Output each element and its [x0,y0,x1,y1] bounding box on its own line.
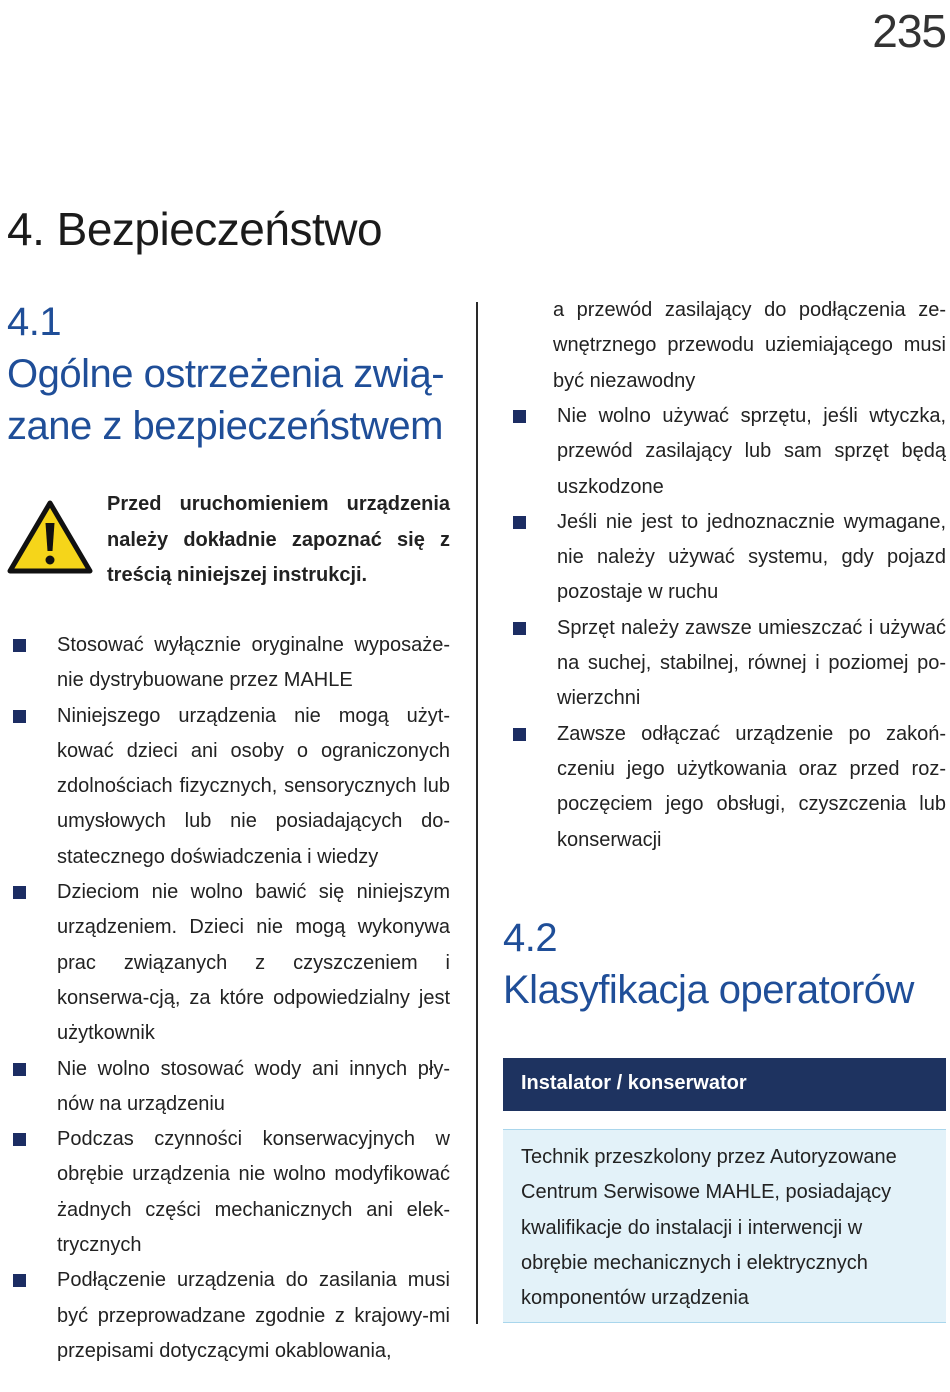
section-title-line-2: zane z bezpieczeństwem [7,404,443,448]
bullet-square-icon [13,710,26,723]
list-item-text: Podłączenie urządzenia do zasilania musi być przeprowadzane zgodnie z krajowy-mi przepisami dotyczącymi okablowania, [57,1269,450,1362]
bullet-square-icon [13,1133,26,1146]
list-item [10,1122,450,1263]
list-item-text: Niniejszego urządzenia nie mogą użyt-kować dzieci ani osoby o ograniczonych zdolnościach fizycznych, sensorycznych lub umysłowych lub nie posiadających do-statecznego doświadczenia i wiedzy [57,704,450,868]
section-number: 4.2 [503,916,558,960]
list-item-text: Nie wolno stosować wody ani innych pły-nów na urządzeniu [57,1057,450,1115]
bullet-square-icon [513,516,526,529]
section-title-line-1: Ogólne ostrzeżenia zwią- [7,352,445,396]
list-item [10,1263,450,1369]
bullet-square-icon [513,728,526,741]
list-item [10,1052,450,1123]
warning-triangle-icon [7,499,93,575]
list-item-text: Podczas czynności konserwacyjnych w obrębie urządzenia nie wolno modyfikować żadnych części mechanicznych ani elek-trycznych [57,1128,450,1257]
operator-description: Technik przeszkolony przez Autoryzowane Centrum Serwisowe MAHLE, posiadający kwalifikacje do instalacji i interwencji w obrębie mechanicznych i elektrycznych komponentów urządzenia [503,1129,946,1323]
bullet-square-icon [13,1274,26,1287]
operator-header: Instalator / konserwator [503,1058,946,1111]
section-4-2-heading [503,912,943,1016]
list-item [10,699,450,875]
safety-list-right [510,399,946,858]
list-item [10,628,450,699]
list-item-text: Nie wolno używać sprzętu, jeśli wtyczka, przewód zasilający lub sam sprzęt będą uszkodzone [557,405,946,498]
list-item-text: Dzieciom nie wolno bawić się niniejszym urządzeniem. Dzieci nie mogą wykonywa prac związanych z czyszczeniem i konserwa-cją, za które odpowiedzialny jest użytkownik [57,881,450,1045]
page-number: 235 [872,5,946,57]
list-item-text: Jeśli nie jest to jednoznacznie wymagane, nie należy używać systemu, gdy pojazd pozostaje w ruchu [557,510,946,604]
bullet-square-icon [513,622,526,635]
bullet-square-icon [13,886,26,899]
bullet-square-icon [13,1063,26,1076]
list-item-text: Stosować wyłącznie oryginalne wyposaże-nie dystrybuowane przez MAHLE [57,634,450,692]
section-title: Klasyfikacja operatorów [503,968,914,1012]
list-item [510,717,946,858]
warning-text: Przed uruchomieniem urządzenia należy dokładnie zapoznać się z treścią niniejszej instrukcji. [107,493,450,586]
list-item-text: Zawsze odłączać urządzenie po zakoń-czeniu jego użytkowania oraz przed roz-poczęciem jego obsługi, czyszczenia lub konserwacji [557,722,946,851]
list-item-text: Sprzęt należy zawsze umieszczać i używać na suchej, stabilnej, równej i poziomej po-wierzchni [557,616,946,710]
list-item [10,875,450,1051]
section-4-1-heading [7,296,447,452]
safety-list-left [10,628,450,1369]
bullet-square-icon [513,410,526,423]
list-continuation-text: a przewód zasilający do podłączenia ze-wnętrznego przewodu uziemiającego musi być niezawodny [553,299,946,392]
bullet-square-icon [13,639,26,652]
list-item [510,399,946,505]
list-item [510,505,946,611]
section-number: 4.1 [7,300,62,344]
list-item [510,611,946,717]
warning-box [7,487,452,597]
column-divider [476,302,478,1324]
chapter-title: 4. Bezpieczeństwo [7,203,383,255]
